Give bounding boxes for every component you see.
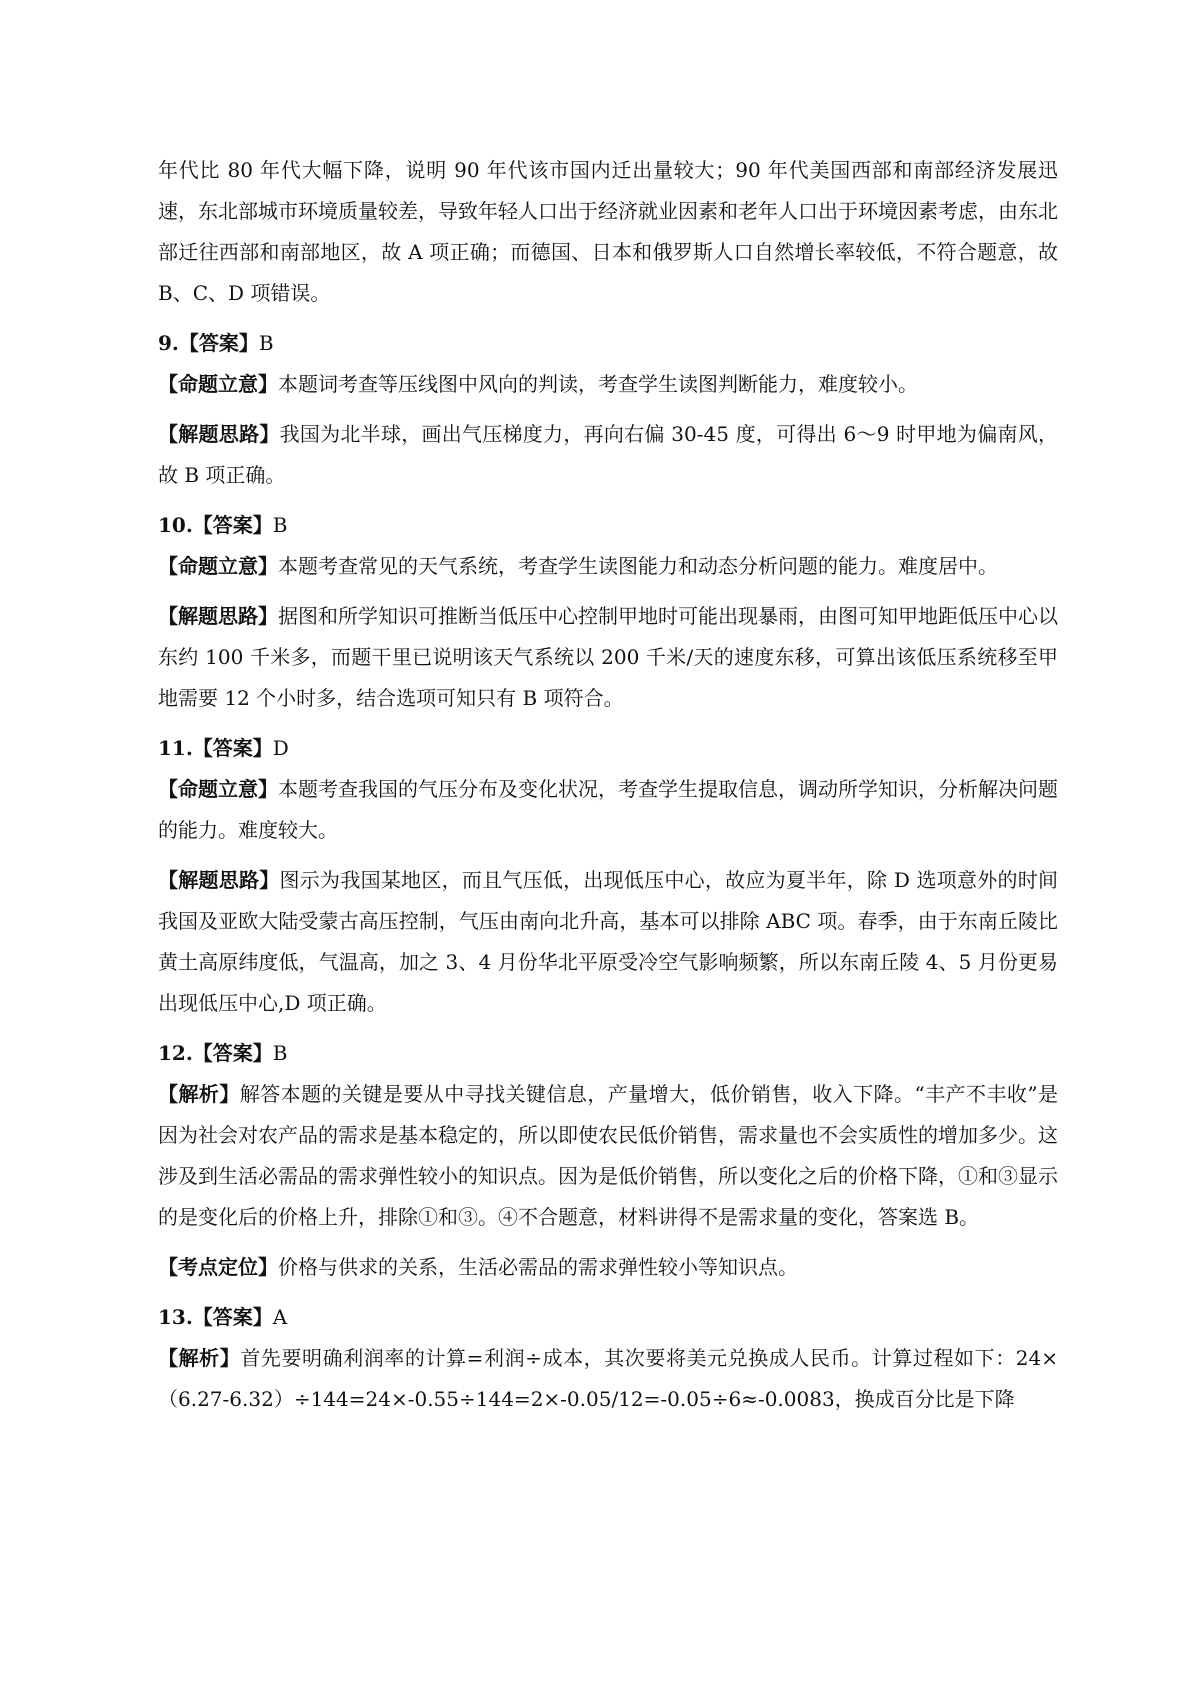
section-label: 【命题立意】 (158, 554, 278, 578)
answer-heading-11 (158, 728, 1058, 769)
answer-heading-10 (158, 505, 1058, 546)
answer-value: D (272, 736, 289, 760)
section-text: 本题词考查等压线图中风向的判读，考查学生读图判断能力，难度较小。 (278, 372, 918, 396)
section-text: 图示为我国某地区，而且气压低，出现低压中心，故应为夏半年，除 D 选项意外的时间我国及亚欧大陆受蒙古高压控制，气压由南向北升高，基本可以排除 ABC 项。春季，由于东南丘陵比黄土高原纬度低，气温高，加之 3、4 月份华北平原受冷空气影响频繁，所以东南丘陵 4、5 月份更易出现低压中心,D 项正确。 (158, 868, 1059, 1015)
section-text: 本题考查我国的气压分布及变化状况，考查学生提取信息，调动所学知识，分析解决问题的能力。难度较大。 (158, 777, 1058, 842)
question-number: 11. (158, 736, 193, 760)
section-label: 【解题思路】 (158, 868, 280, 892)
answer-label: 【答案】 (192, 1041, 273, 1065)
analysis-paragraph (158, 769, 1058, 851)
question-number: 10. (158, 513, 193, 537)
section-text: 首先要明确利润率的计算=利润÷成本，其次要将美元兑换成人民币。计算过程如下：24×（6.27-6.32）÷144=24×-0.55÷144=2×-0.05/12=-0.05÷6≈-0.0083，换成百分比是下降 (158, 1346, 1058, 1411)
question-number: 13. (158, 1305, 193, 1329)
answer-label: 【答案】 (178, 331, 259, 355)
section-label: 【考点定位】 (158, 1255, 278, 1279)
section-text: 据图和所学知识可推断当低压中心控制甲地时可能出现暴雨，由图可知甲地距低压中心以东约 100 千米多，而题干里已说明该天气系统以 200 千米/天的速度东移，可算出该低压系统移至甲地需要 12 个小时多，结合选项可知只有 B 项符合。 (158, 604, 1058, 710)
analysis-paragraph (158, 596, 1058, 719)
answer-heading-13 (158, 1297, 1058, 1338)
answer-heading-12 (158, 1033, 1058, 1074)
question-number: 12. (158, 1041, 193, 1065)
answer-value: B (258, 331, 274, 355)
answer-value: B (272, 513, 288, 537)
section-text: 我国为北半球，画出气压梯度力，再向右偏 30-45 度，可得出 6～9 时甲地为偏南风，故 B 项正确。 (158, 422, 1058, 487)
section-label: 【解析】 (158, 1082, 240, 1106)
section-label: 【解题思路】 (158, 604, 278, 628)
analysis-paragraph (158, 1338, 1058, 1420)
answer-heading-9 (158, 323, 1058, 364)
question-number: 9. (158, 331, 179, 355)
analysis-paragraph (158, 1247, 1058, 1288)
analysis-paragraph (158, 860, 1058, 1024)
section-text: 解答本题的关键是要从中寻找关键信息，产量增大，低价销售，收入下降。“丰产不丰收”是因为社会对农产品的需求是基本稳定的，所以即使农民低价销售，需求量也不会实质性的增加多少。这涉及到生活必需品的需求弹性较小的知识点。因为是低价销售，所以变化之后的价格下降，①和③显示的是变化后的价格上升，排除①和③。④不合题意，材料讲得不是需求量的变化，答案选 B。 (158, 1082, 1058, 1229)
analysis-paragraph (158, 414, 1058, 496)
intro-paragraph: 年代比 80 年代大幅下降，说明 90 年代该市国内迁出量较大；90 年代美国西部和南部经济发展迅速，东北部城市环境质量较差，导致年轻人口出于经济就业因素和老年人口出于环境因素考虑，由东北部迁往西部和南部地区，故 A 项正确；而德国、日本和俄罗斯人口自然增长率较低，不符合题意，故 B、C、D 项错误。 (158, 158, 1058, 305)
answer-label: 【答案】 (192, 513, 273, 537)
section-label: 【解析】 (158, 1346, 241, 1370)
section-text: 本题考查常见的天气系统，考查学生读图能力和动态分析问题的能力。难度居中。 (278, 554, 998, 578)
section-label: 【解题思路】 (158, 422, 280, 446)
section-label: 【命题立意】 (158, 372, 278, 396)
analysis-paragraph (158, 546, 1058, 587)
analysis-paragraph (158, 1074, 1058, 1238)
section-label: 【命题立意】 (158, 777, 278, 801)
answer-label: 【答案】 (192, 1305, 273, 1329)
answer-page (158, 150, 1058, 1420)
answer-value: A (272, 1305, 288, 1329)
section-text: 价格与供求的关系，生活必需品的需求弹性较小等知识点。 (278, 1255, 798, 1279)
analysis-paragraph (158, 364, 1058, 405)
answer-label: 【答案】 (192, 736, 273, 760)
answer-value: B (272, 1041, 288, 1065)
